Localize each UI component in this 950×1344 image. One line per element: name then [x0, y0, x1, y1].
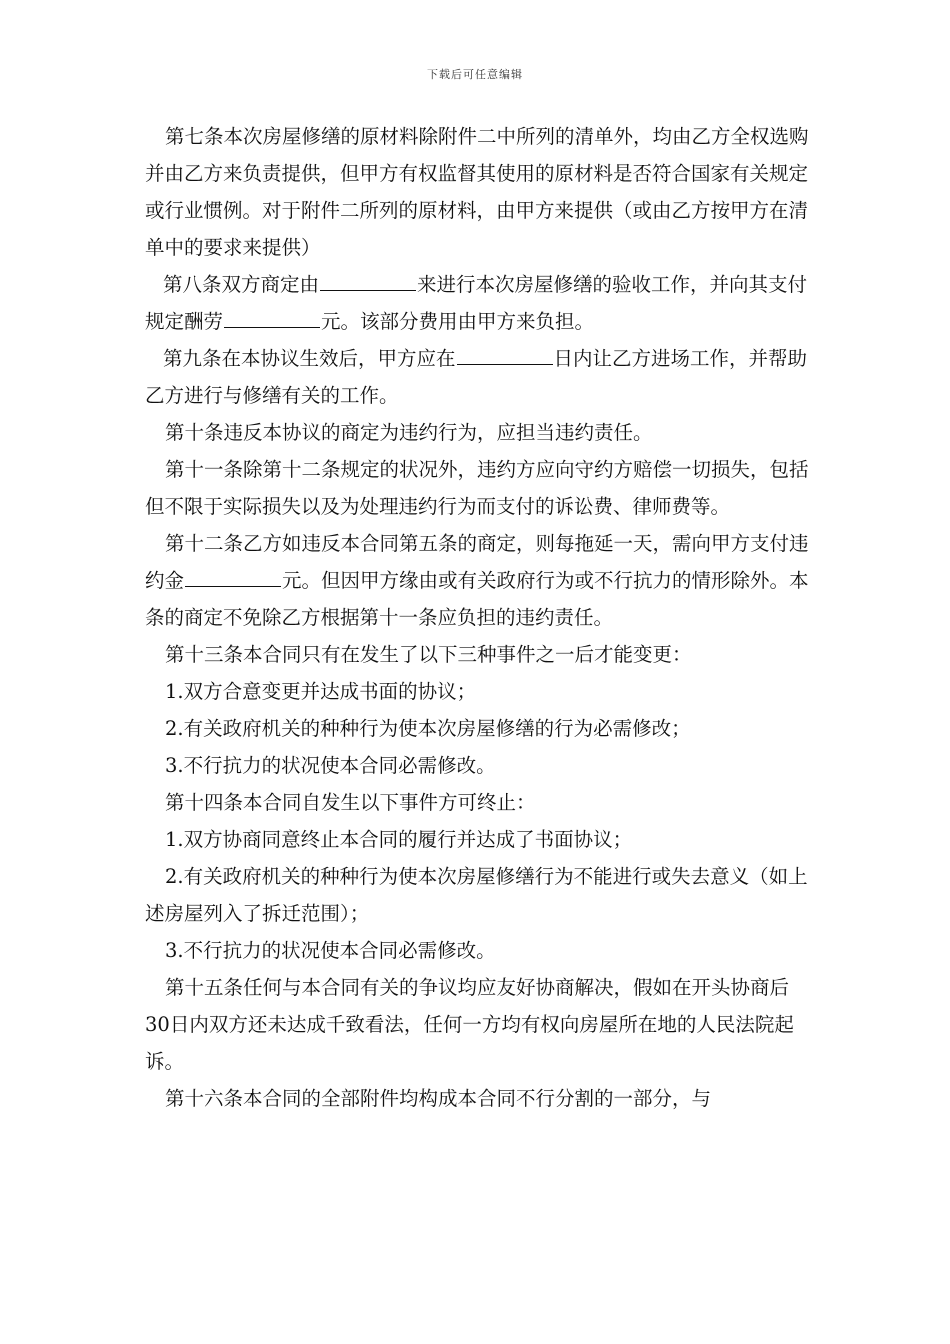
clause-14-item-3: 3.不行抗力的状况使本合同必需修改。: [165, 939, 496, 962]
blank-field-fee: [224, 305, 320, 328]
clause-14-item-2: 2.有关政府机关的种种行为使本次房屋修缮行为不能进行或失去意义（如上述房屋列入了拆迁范围）；: [145, 865, 808, 925]
blank-field-days: [457, 342, 553, 365]
blank-field-penalty: [185, 564, 281, 587]
clause-10: 第十条违反本协议的商定为违约行为，应担当违约责任。: [165, 421, 653, 444]
clause-13-item-2: 2.有关政府机关的种种行为使本次房屋修缮的行为必需修改；: [165, 717, 691, 740]
clause-11: 第十一条除第十二条规定的状况外，违约方应向守约方赔偿一切损失，包括但不限于实际损失以及为处理违约行为而支付的诉讼费、律师费等。: [145, 458, 809, 518]
clause-15: 第十五条任何与本合同有关的争议均应友好协商解决，假如在开头协商后30日内双方还未达成千致看法，任何一方均有权向房屋所在地的人民法院起诉。: [145, 976, 794, 1073]
clause-13-item-1: 1.双方合意变更并达成书面的协议；: [165, 680, 477, 703]
clause-9-text-1: 第九条在本协议生效后，甲方应在: [163, 347, 456, 370]
clause-9-text-2: 日内让乙方进场工作，并帮助乙方进行与修缮有关的工作。: [145, 347, 808, 407]
clause-14-item-1: 1.双方协商同意终止本合同的履行并达成了书面协议；: [165, 828, 633, 851]
clause-16: 第十六条本合同的全部附件均构成本合同不行分割的一部分，与: [165, 1087, 712, 1110]
clause-14: 第十四条本合同自发生以下事件方可终止：: [165, 791, 536, 814]
clause-8-text-3: 元。该部分费用由甲方来负担。: [321, 310, 595, 333]
clause-7: 第七条本次房屋修缮的原材料除附件二中所列的清单外，均由乙方全权选购并由乙方来负责提供，但甲方有权监督其使用的原材料是否符合国家有关规定或行业惯例。对于附件二所列的原材料，由甲方来提供（或由乙方按甲方在清单中的要求来提供）: [145, 125, 809, 259]
clause-13: 第十三条本合同只有在发生了以下三种事件之一后才能变更：: [165, 643, 692, 666]
clause-8-text-2: 来进行本次房屋修缮的验收工作，并向其支付规定酬劳: [145, 273, 808, 333]
clause-13-item-3: 3.不行抗力的状况使本合同必需修改。: [165, 754, 496, 777]
blank-field-inspector: [320, 268, 416, 291]
clause-9: [145, 340, 810, 414]
clause-8-text-1: 第八条双方商定由: [163, 273, 320, 296]
clause-12-text-1: 第十二条乙方如违反本合同第五条的商定，则每拖延一天，需向甲方支付违约金: [145, 532, 809, 592]
clause-12: [145, 525, 810, 636]
clause-12-text-2: 元。但因甲方缘由或有关政府行为或不行抗力的情形除外。本条的商定不免除乙方根据第十一条应负担的违约责任。: [145, 569, 809, 629]
clause-8: [145, 266, 810, 340]
header-note: 下载后可任意编辑: [427, 68, 523, 81]
document-body: [145, 118, 810, 1117]
